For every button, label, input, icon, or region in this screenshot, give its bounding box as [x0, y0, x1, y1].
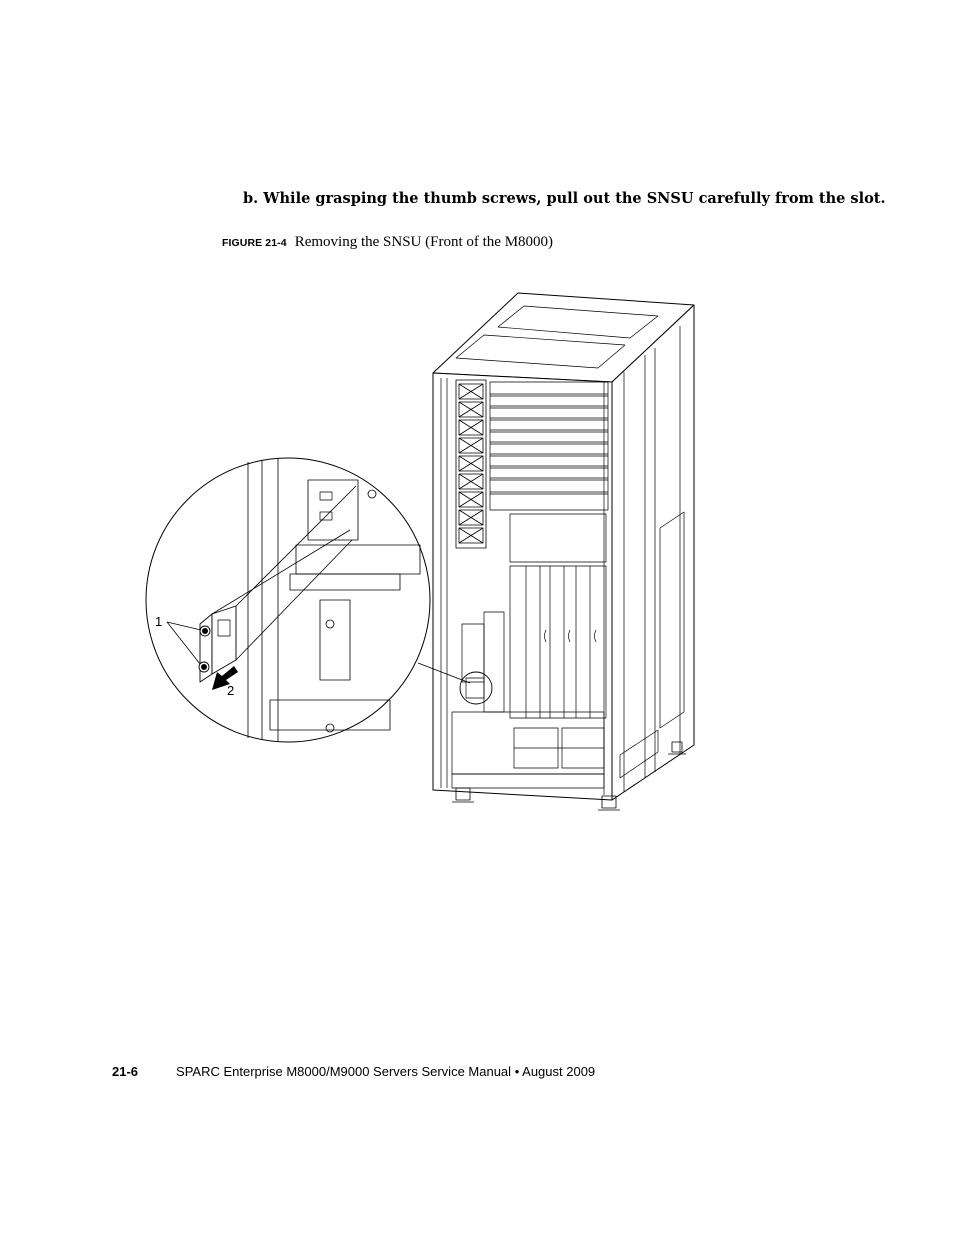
figure-label: FIGURE 21-4 — [222, 237, 287, 249]
page-number: 21-6 — [112, 1064, 139, 1079]
book-title-line — [176, 1064, 595, 1079]
figure-title: Removing the SNSU (Front of the M8000) — [294, 234, 554, 250]
callout-1: 1 — [155, 614, 163, 629]
callout-2: 2 — [227, 683, 235, 698]
page-footer — [112, 1063, 595, 1081]
server-cabinet-illustration — [140, 285, 710, 825]
publication-date: August 2009 — [522, 1064, 596, 1079]
snsu-removal-figure — [140, 285, 710, 825]
step-instruction: b. While grasping the thumb screws, pull out the SNSU carefully from the slot. — [243, 190, 886, 207]
cabinet-side-panel — [612, 305, 694, 800]
book-title: SPARC Enterprise M8000/M9000 Servers Service Manual — [176, 1064, 512, 1079]
figure-caption — [222, 233, 553, 251]
detail-view — [146, 458, 430, 742]
thumb-screw-icon — [199, 662, 209, 672]
cabinet-front-panel — [433, 373, 612, 800]
thumb-screw-icon — [200, 626, 210, 636]
footer-bullet: • — [514, 1064, 520, 1079]
